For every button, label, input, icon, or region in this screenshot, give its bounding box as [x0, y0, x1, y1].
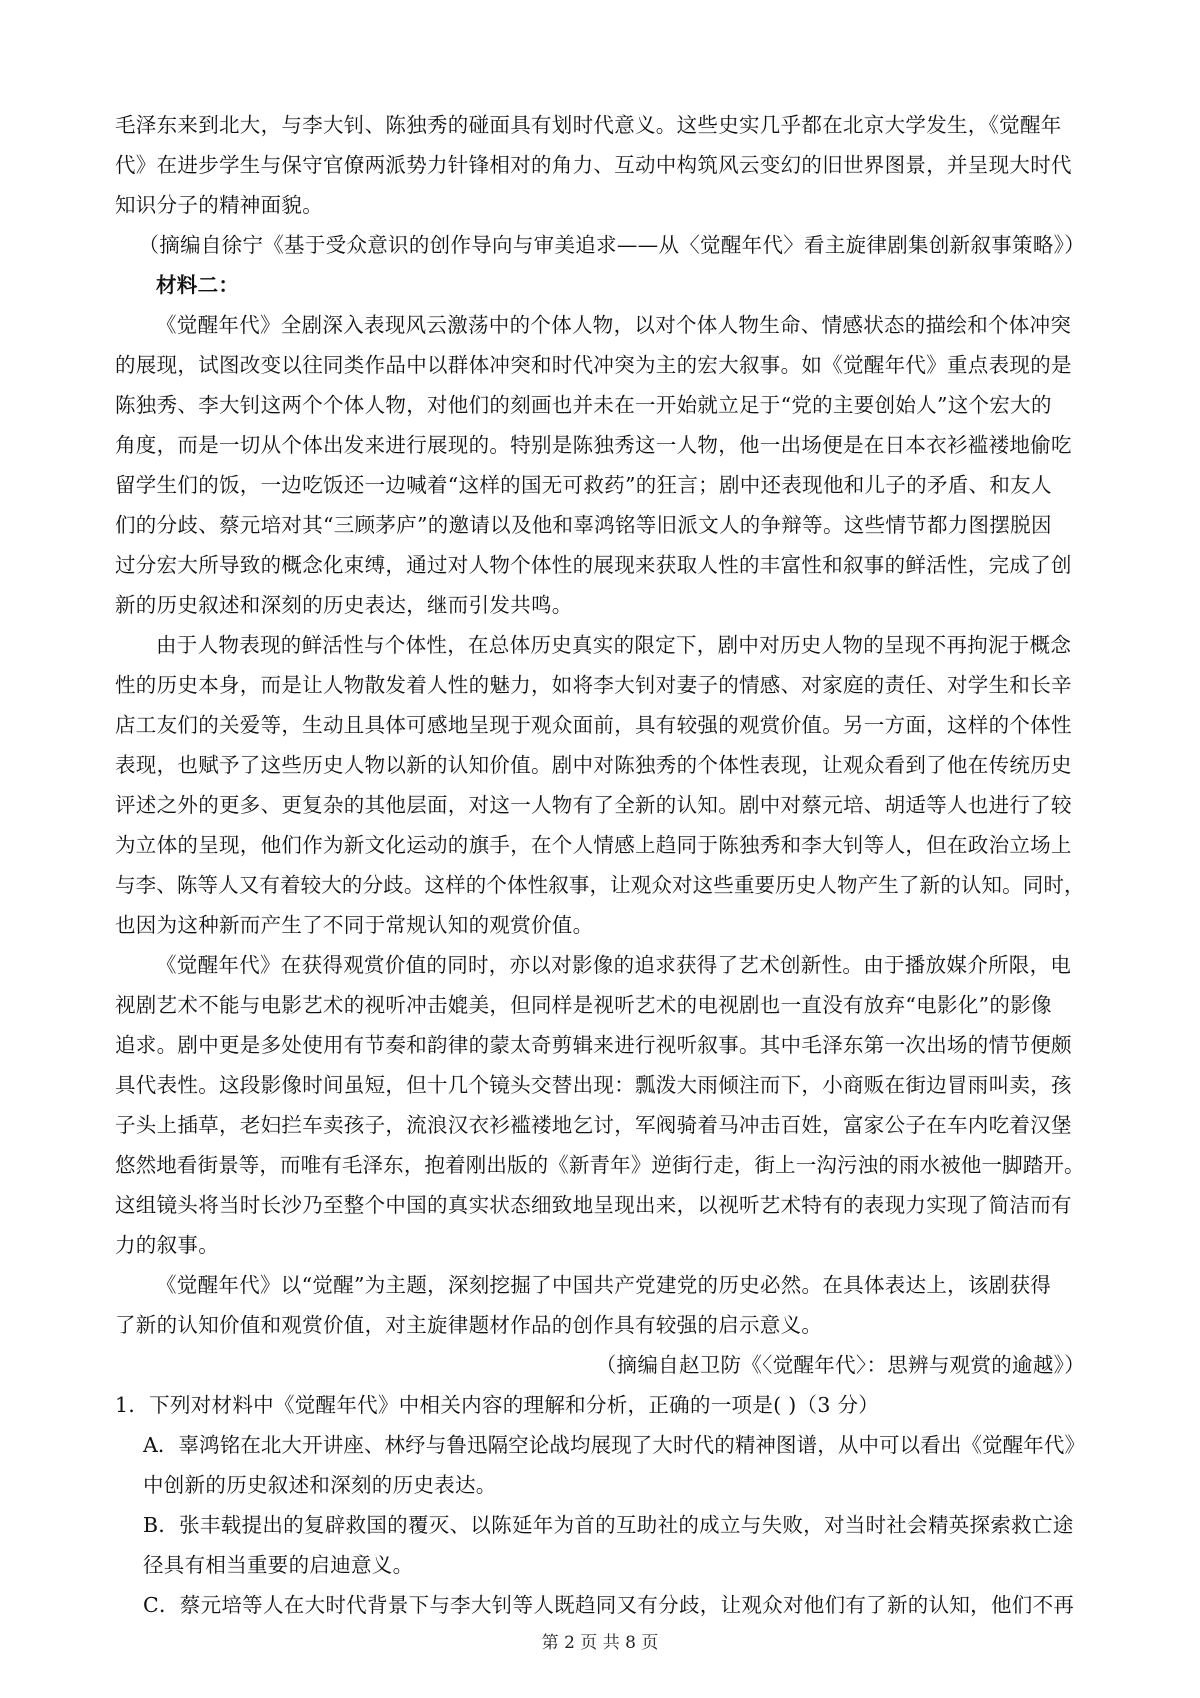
- text-line: 这组镜头将当时长沙乃至整个中国的真实状态细致地呈现出来，以视听艺术特有的表现力实现了简洁而有: [115, 1193, 1072, 1217]
- text-line: 视剧艺术不能与电影艺术的视听冲击媲美，但同样是视听艺术的电视剧也一直没有放弃“电影化”的影像: [115, 993, 1052, 1017]
- text-line: 为立体的呈现，他们作为新文化运动的旗手，在个人情感上趋同于陈独秀和李大钊等人，但在政治立场上: [115, 833, 1072, 857]
- text-line: 性的历史本身，而是让人物散发着人性的魅力，如将李大钊对妻子的情感、对家庭的责任、对学生和长辛: [115, 673, 1072, 697]
- page-content: [115, 105, 1085, 1625]
- text-line: 评述之外的更多、更复杂的其他层面，对这一人物有了全新的认知。剧中对蔡元培、胡适等人也进行了较: [115, 793, 1072, 817]
- text-line: 代》在进步学生与保守官僚两派势力针锋相对的角力、互动中构筑风云变幻的旧世界图景，并呈现大时代: [115, 153, 1072, 177]
- answer-option-line: B．张丰载提出的复辟救国的覆灭、以陈延年为首的互助社的成立与失败，对当时社会精英探索救亡途: [143, 1513, 1074, 1537]
- text-line: 角度，而是一切从个体出发来进行展现的。特别是陈独秀这一人物，他一出场便是在日本衣衫褴褛地偷吃: [115, 433, 1072, 457]
- source-citation: （摘编自赵卫防《〈觉醒年代〉：思辨与观赏的逾越》）: [595, 1353, 1085, 1377]
- text-line: 了新的认知价值和观赏价值，对主旋律题材作品的创作具有较强的启示意义。: [115, 1313, 823, 1337]
- text-line: 陈独秀、李大钊这两个个体人物，对他们的刻画也并未在一开始就立足于“党的主要创始人”这个宏大的: [115, 393, 1052, 417]
- source-citation: （摘编自徐宁《基于受众意识的创作导向与审美追求——从〈觉醒年代〉看主旋律剧集创新叙事策略》）: [138, 233, 1085, 257]
- text-line: 新的历史叙述和深刻的历史表达，继而引发共鸣。: [115, 593, 573, 617]
- text-line: 悠然地看街景等，而唯有毛泽东，抱着刚出版的《新青年》逆街行走，街上一沟污浊的雨水被他一脚踏开。: [115, 1153, 1085, 1177]
- text-line: 追求。剧中更是多处使用有节奏和韵律的蒙太奇剪辑来进行视听叙事。其中毛泽东第一次出场的情节便颇: [115, 1033, 1072, 1057]
- text-line: 过分宏大所导致的概念化束缚，通过对人物个体性的展现来获取人性的丰富性和叙事的鲜活性，完成了创: [115, 553, 1072, 577]
- section-heading: 材料二：: [156, 273, 240, 297]
- text-line: 具代表性。这段影像时间虽短，但十几个镜头交替出现：瓢泼大雨倾注而下，小商贩在街边冒雨叫卖，孩: [115, 1073, 1072, 1097]
- page-footer: 第 2 页 共 8 页: [541, 1633, 659, 1653]
- text-line: 店工友们的关爱等，生动且具体可感地呈现于观众面前，具有较强的观赏价值。另一方面，这样的个体性: [115, 713, 1072, 737]
- text-line: 力的叙事。: [115, 1233, 219, 1257]
- text-line: 《觉醒年代》在获得观赏价值的同时，亦以对影像的追求获得了艺术创新性。由于播放媒介所限，电: [156, 953, 1072, 977]
- text-line: 留学生们的饭，一边吃饭还一边喊着“这样的国无可救药”的狂言；剧中还表现他和儿子的矛盾、和友人: [115, 473, 1052, 497]
- text-line: 的展现，试图改变以往同类作品中以群体冲突和时代冲突为主的宏大叙事。如《觉醒年代》重点表现的是: [115, 353, 1072, 377]
- text-line: 1．下列对材料中《觉醒年代》中相关内容的理解和分析，正确的一项是( )（3 分）: [115, 1393, 880, 1417]
- text-line: 也因为这种新而产生了不同于常规认知的观赏价值。: [115, 913, 594, 937]
- answer-option-line: 中创新的历史叙述和深刻的历史表达。: [143, 1473, 497, 1497]
- text-line: 毛泽东来到北大，与李大钊、陈独秀的碰面具有划时代意义。这些史实几乎都在北京大学发生，《觉醒年: [115, 113, 1062, 137]
- answer-option-line: 径具有相当重要的启迪意义。: [143, 1553, 414, 1577]
- answer-option-line: A．辜鸿铭在北大开讲座、林纾与鲁迅隔空论战均展现了大时代的精神图谱，从中可以看出《觉醒年代》: [143, 1433, 1086, 1457]
- text-line: 与李、陈等人又有着较大的分歧。这样的个体性叙事，让观众对这些重要历史人物产生了新的认知。同时，: [115, 873, 1085, 897]
- text-line: 由于人物表现的鲜活性与个体性，在总体历史真实的限定下，剧中对历史人物的呈现不再拘泥于概念: [156, 633, 1072, 657]
- text-line: 《觉醒年代》全剧深入表现风云激荡中的个体人物，以对个体人物生命、情感状态的描绘和个体冲突: [156, 313, 1072, 337]
- answer-option-line: C．蔡元培等人在大时代背景下与李大钊等人既趋同又有分歧，让观众对他们有了新的认知，他们不再: [143, 1593, 1075, 1617]
- text-line: 子头上插草，老妇拦车卖孩子，流浪汉衣衫褴褛地乞讨，军阀骑着马冲击百姓，富家公子在车内吃着汉堡: [115, 1113, 1072, 1137]
- text-line: 知识分子的精神面貌。: [115, 193, 323, 217]
- text-line: 《觉醒年代》以“觉醒”为主题，深刻挖掘了中国共产党建党的历史必然。在具体表达上，该剧获得: [156, 1273, 1052, 1297]
- text-line: 们的分歧、蔡元培对其“三顾茅庐”的邀请以及他和辜鸿铭等旧派文人的争辩等。这些情节都力图摆脱因: [115, 513, 1052, 537]
- text-line: 表现，也赋予了这些历史人物以新的认知价值。剧中对陈独秀的个体性表现，让观众看到了他在传统历史: [115, 753, 1072, 777]
